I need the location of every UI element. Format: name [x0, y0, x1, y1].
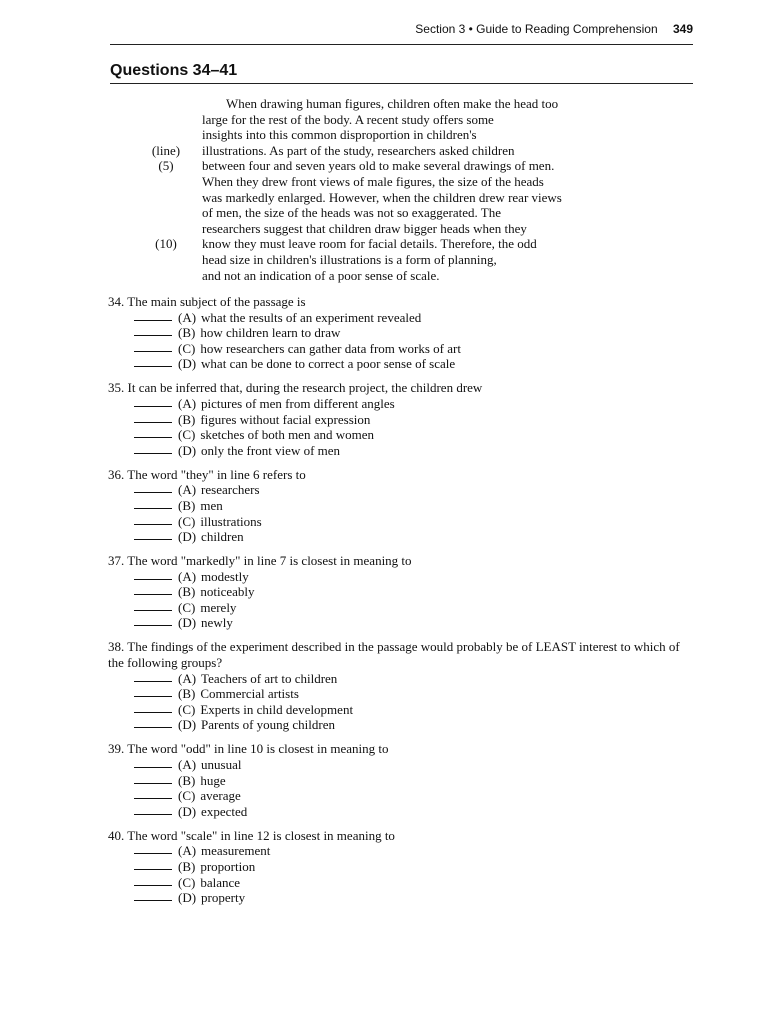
option-letter: (B) — [178, 411, 196, 427]
line-number — [130, 112, 202, 128]
answer-option[interactable] — [108, 717, 693, 733]
option-letter: (B) — [178, 686, 196, 702]
answer-blank[interactable] — [134, 482, 172, 493]
answer-option[interactable] — [108, 396, 693, 412]
line-number — [130, 174, 202, 190]
answer-option[interactable] — [108, 569, 693, 585]
line-number — [130, 268, 202, 284]
passage-text: was markedly enlarged. However, when the children drew rear views — [202, 189, 562, 205]
option-text: children — [201, 529, 244, 545]
answer-blank[interactable] — [134, 804, 172, 815]
option-letter: (C) — [178, 513, 196, 529]
question-text: The word "scale" in line 12 is closest in meaning to — [127, 827, 395, 843]
answer-blank[interactable] — [134, 717, 172, 728]
line-number — [130, 205, 202, 221]
question-stem — [108, 467, 693, 483]
answer-option[interactable] — [108, 859, 693, 875]
answer-blank[interactable] — [134, 396, 172, 407]
answer-blank[interactable] — [134, 427, 172, 438]
question-stem — [108, 380, 693, 396]
answer-blank[interactable] — [134, 412, 172, 423]
option-letter: (C) — [178, 427, 196, 443]
answer-option[interactable] — [108, 412, 693, 428]
passage-text: large for the rest of the body. A recent study offers some — [202, 111, 494, 127]
option-text: modestly — [201, 568, 249, 584]
option-letter: (A) — [178, 568, 197, 584]
answer-blank[interactable] — [134, 702, 172, 713]
passage-line — [130, 190, 690, 206]
option-letter: (B) — [178, 497, 196, 513]
answer-blank[interactable] — [134, 498, 172, 509]
page-number: 349 — [672, 22, 693, 36]
questions-heading: Questions 34–41 — [110, 62, 238, 79]
option-letter: (B) — [178, 858, 196, 874]
question-number: 40. — [108, 827, 125, 843]
option-letter: (C) — [178, 788, 196, 804]
answer-option[interactable] — [108, 529, 693, 545]
question-stem — [108, 553, 693, 569]
question-number: 38. — [108, 639, 125, 655]
option-letter: (B) — [178, 584, 196, 600]
answer-option[interactable] — [108, 498, 693, 514]
option-text: huge — [200, 772, 226, 788]
option-text: Experts in child development — [200, 701, 354, 717]
answer-option[interactable] — [108, 804, 693, 820]
passage-line — [130, 236, 690, 252]
answer-blank[interactable] — [134, 615, 172, 626]
question-text: The word "odd" in line 10 is closest in meaning to — [127, 741, 389, 757]
option-text: proportion — [200, 858, 256, 874]
answer-blank[interactable] — [134, 325, 172, 336]
option-text: Parents of young children — [201, 717, 335, 733]
question-number: 39. — [108, 741, 125, 757]
question-number: 37. — [108, 553, 125, 569]
option-letter: (D) — [178, 529, 197, 545]
answer-option[interactable] — [108, 600, 693, 616]
option-text: average — [200, 788, 241, 804]
option-letter: (B) — [178, 325, 196, 341]
option-letter: (A) — [178, 482, 197, 498]
answer-option[interactable] — [108, 482, 693, 498]
passage-text: researchers suggest that children draw bigger heads when they — [202, 220, 527, 236]
option-letter: (A) — [178, 309, 197, 325]
question-stem — [108, 294, 693, 310]
option-text: only the front view of men — [201, 442, 341, 458]
running-head — [110, 22, 693, 36]
answer-option[interactable] — [108, 427, 693, 443]
answer-option[interactable] — [108, 443, 693, 459]
answer-option[interactable] — [108, 773, 693, 789]
option-text: merely — [200, 599, 237, 615]
question-number: 34. — [108, 294, 125, 309]
header-rule — [110, 44, 693, 45]
option-letter: (C) — [178, 874, 196, 890]
answer-blank[interactable] — [134, 584, 172, 595]
line-number — [130, 127, 202, 143]
option-letter: (C) — [178, 701, 196, 717]
question-text: The main subject of the passage is — [127, 294, 306, 309]
passage-line — [130, 174, 690, 190]
option-letter: (A) — [178, 670, 197, 686]
answer-blank[interactable] — [134, 356, 172, 367]
line-number — [130, 96, 202, 112]
heading-rule — [110, 83, 693, 84]
passage-line — [130, 158, 690, 174]
question-text: The word "they" in line 6 refers to — [127, 466, 306, 482]
option-letter: (A) — [178, 395, 197, 411]
option-letter: (C) — [178, 340, 196, 356]
passage-text: When drawing human figures, children often make the head too — [226, 96, 559, 111]
passage-text: of men, the size of the heads was not so exaggerated. The — [202, 205, 502, 221]
option-text: figures without facial expression — [200, 411, 371, 427]
option-text: Teachers of art to children — [201, 670, 338, 686]
passage-line — [130, 143, 690, 159]
option-text: what the results of an experiment revealed — [201, 309, 422, 325]
option-text: illustrations — [200, 513, 262, 529]
answer-option[interactable] — [108, 615, 693, 631]
passage-text: insights into this common disproportion in children's — [202, 127, 477, 143]
option-text: noticeably — [200, 584, 255, 600]
passage-line — [130, 127, 690, 143]
answer-blank[interactable] — [134, 788, 172, 799]
line-number: (line) — [151, 142, 181, 158]
question-item — [108, 294, 693, 372]
passage-line — [130, 221, 690, 237]
passage-text: When they drew front views of male figures, the size of the heads — [202, 173, 544, 189]
option-text: property — [201, 890, 246, 906]
option-letter: (D) — [178, 890, 197, 906]
question-item — [108, 553, 693, 631]
question-number: 35. — [108, 380, 125, 396]
line-number — [130, 221, 202, 237]
option-text: men — [200, 497, 223, 513]
answer-blank[interactable] — [134, 773, 172, 784]
option-text: newly — [201, 615, 233, 631]
passage-line — [130, 112, 690, 128]
option-text: pictures of men from different angles — [201, 395, 395, 411]
answer-blank[interactable] — [134, 569, 172, 580]
passage-line — [130, 96, 690, 112]
answer-option[interactable] — [108, 514, 693, 530]
question-text: The word "markedly" in line 7 is closest in meaning to — [127, 553, 412, 569]
answer-blank[interactable] — [134, 875, 172, 886]
answer-option[interactable] — [108, 671, 693, 687]
option-letter: (D) — [178, 803, 197, 819]
answer-option[interactable] — [108, 788, 693, 804]
option-letter: (B) — [178, 772, 196, 788]
question-stem — [108, 639, 693, 670]
passage-text: illustrations. As part of the study, researchers asked children — [202, 142, 515, 158]
line-number — [130, 190, 202, 206]
option-letter: (A) — [178, 843, 197, 859]
question-item — [108, 828, 693, 906]
answer-blank[interactable] — [134, 859, 172, 870]
answer-option[interactable] — [108, 757, 693, 773]
answer-blank[interactable] — [134, 529, 172, 540]
option-text: expected — [201, 803, 248, 819]
question-text: It can be inferred that, during the research project, the children drew — [127, 380, 483, 396]
option-text: what can be done to correct a poor sense of scale — [201, 356, 456, 372]
option-text: balance — [200, 874, 241, 890]
answer-option[interactable] — [108, 686, 693, 702]
passage-line — [130, 268, 690, 284]
answer-option[interactable] — [108, 702, 693, 718]
question-number: 36. — [108, 466, 125, 482]
passage-text: and not an indication of a poor sense of scale. — [202, 267, 440, 283]
line-number: (5) — [158, 158, 174, 174]
answer-option[interactable] — [108, 310, 693, 326]
answer-blank[interactable] — [134, 686, 172, 697]
answer-blank[interactable] — [134, 890, 172, 901]
question-item — [108, 467, 693, 545]
answer-blank[interactable] — [134, 671, 172, 682]
passage-line — [130, 252, 690, 268]
question-item — [108, 639, 693, 733]
section-title: Section 3 • Guide to Reading Comprehension — [415, 22, 658, 36]
answer-blank[interactable] — [134, 757, 172, 768]
question-list — [108, 294, 693, 914]
passage-text: between four and seven years old to make several drawings of men. — [202, 158, 555, 174]
option-letter: (D) — [178, 442, 197, 458]
answer-option[interactable] — [108, 890, 693, 906]
option-text: unusual — [201, 756, 242, 772]
option-text: how children learn to draw — [200, 325, 341, 341]
question-text: The findings of the experiment described in the passage would probably be of LEAST interest to which of the following groups? — [108, 639, 680, 671]
option-letter: (D) — [178, 356, 197, 372]
answer-option[interactable] — [108, 584, 693, 600]
answer-blank[interactable] — [134, 600, 172, 611]
option-letter: (C) — [178, 599, 196, 615]
answer-blank[interactable] — [134, 341, 172, 352]
question-item — [108, 380, 693, 458]
answer-blank[interactable] — [134, 443, 172, 454]
line-number: (10) — [155, 236, 177, 252]
passage-text: head size in children's illustrations is a form of planning, — [202, 251, 497, 267]
option-text: measurement — [201, 843, 271, 859]
option-text: Commercial artists — [200, 686, 299, 702]
option-letter: (D) — [178, 615, 197, 631]
passage-line — [130, 205, 690, 221]
option-text: how researchers can gather data from works of art — [200, 340, 461, 356]
option-letter: (A) — [178, 756, 197, 772]
answer-blank[interactable] — [134, 843, 172, 854]
line-number — [130, 252, 202, 268]
passage-text: know they must leave room for facial details. Therefore, the odd — [202, 236, 537, 252]
answer-option[interactable] — [108, 325, 693, 341]
question-item — [108, 741, 693, 819]
answer-blank[interactable] — [134, 514, 172, 525]
answer-option[interactable] — [108, 341, 693, 357]
reading-passage — [130, 96, 690, 283]
answer-option[interactable] — [108, 843, 693, 859]
answer-option[interactable] — [108, 875, 693, 891]
question-stem — [108, 828, 693, 844]
answer-blank[interactable] — [134, 310, 172, 321]
option-text: sketches of both men and women — [200, 427, 374, 443]
question-stem — [108, 741, 693, 757]
answer-option[interactable] — [108, 356, 693, 372]
option-text: researchers — [201, 482, 260, 498]
option-letter: (D) — [178, 717, 197, 733]
